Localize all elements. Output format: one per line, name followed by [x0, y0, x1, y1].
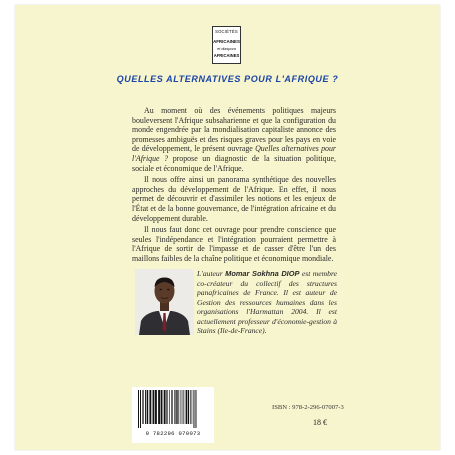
book-title: QUELLES ALTERNATIVES POUR L'AFRIQUE ?: [116, 74, 339, 84]
barcode-bar: [192, 390, 193, 424]
barcode-bar: [147, 390, 148, 424]
barcode-bar: [175, 390, 176, 424]
author-portrait-image: [135, 269, 194, 335]
barcode-bar: [166, 390, 167, 424]
summary-p1-book-title: Quelles alternatives pour l'Afrique ?: [132, 144, 336, 163]
barcode-bar: [195, 390, 196, 428]
summary-p1-end: propose un diagnostic de la situation politique, sociale et économique de l'Afrique.: [132, 153, 336, 173]
back-cover-summary: [132, 106, 336, 264]
author-name: Momar Sokhna DIOP: [225, 269, 300, 278]
barcode-bar: [171, 390, 172, 424]
barcode-bar: [167, 390, 168, 424]
logo-line-3: et diaspora: [217, 47, 236, 51]
barcode-bar: [149, 390, 151, 424]
summary-paragraph-1: [132, 106, 336, 173]
barcode-bar: [140, 390, 141, 428]
barcode-bar: [183, 390, 184, 424]
logo-line-4: AFRICAINES: [213, 53, 240, 58]
summary-p1-start: Au moment où des événements politiques majeurs bouleversent l'Afrique subsaharienne et que la configuration du monde engendrée par la mondialisation capitaliste annonce des promesses ambiguës et des risques graves pour les pays en voie de développement, le présent ouvrage: [132, 106, 336, 154]
barcode-bar: [153, 390, 155, 424]
barcode-bar: [164, 390, 166, 424]
barcode-bar: [188, 390, 189, 424]
barcode-bar: [145, 390, 146, 424]
barcode-bar: [158, 390, 160, 424]
summary-paragraph-2: Il nous offre ainsi un panorama synthétique des nouvelles approches du développement de l'Afrique. En effet, il nous permet de découvrir et d'assimiler les notions et les enjeux de l'État et de la bonne gouvernance, de l'intégration africaine et du développement durable.: [132, 175, 336, 223]
author-photo: [135, 269, 194, 335]
barcode-bar: [169, 390, 170, 424]
barcode-bar: [185, 390, 186, 424]
barcode-bar: [174, 390, 175, 424]
author-biography: [197, 269, 337, 336]
barcode-bar: [193, 390, 194, 428]
author-prefix: L'auteur: [197, 269, 226, 278]
author-bio-text: est membre co-créateur du collectif des structures panafricaines de France. Il est auteur de Gestion des ressources humaines dans les organisations l'Harmattan 2004. Il est actuellement professeur d'économie-gestion à Stains (Ile-de-France).: [197, 269, 337, 335]
price: 18 €: [313, 418, 327, 427]
logo-line-2: AFRICAINES: [213, 39, 240, 44]
barcode-bar: [142, 390, 143, 424]
barcode-digits: 9 782296 070073: [145, 430, 201, 437]
collection-logo: [212, 26, 241, 64]
barcode-bar: [180, 390, 181, 424]
barcode-bar: [161, 390, 163, 424]
barcode-bar: [155, 390, 157, 424]
barcode-bars: [132, 387, 214, 429]
isbn: ISBN : 978-2-296-07007-3: [272, 404, 344, 411]
logo-line-1: SOCIÉTÉS: [215, 29, 238, 34]
barcode-bar: [177, 390, 178, 424]
barcode-bar: [190, 390, 191, 424]
barcode-bar: [186, 390, 187, 424]
barcode-bar: [138, 390, 139, 428]
summary-paragraph-3: Il nous faut donc cet ouvrage pour prendre conscience que seules l'indépendance et l'intégration pourraient permettre à l'Afrique de sortir de l'impasse et de casser d'être l'un des maillons faibles de la chaîne politique et économique mondiale.: [132, 225, 336, 263]
barcode-bar: [172, 390, 173, 424]
barcode-bar: [143, 390, 144, 424]
barcode-bar: [182, 390, 183, 424]
